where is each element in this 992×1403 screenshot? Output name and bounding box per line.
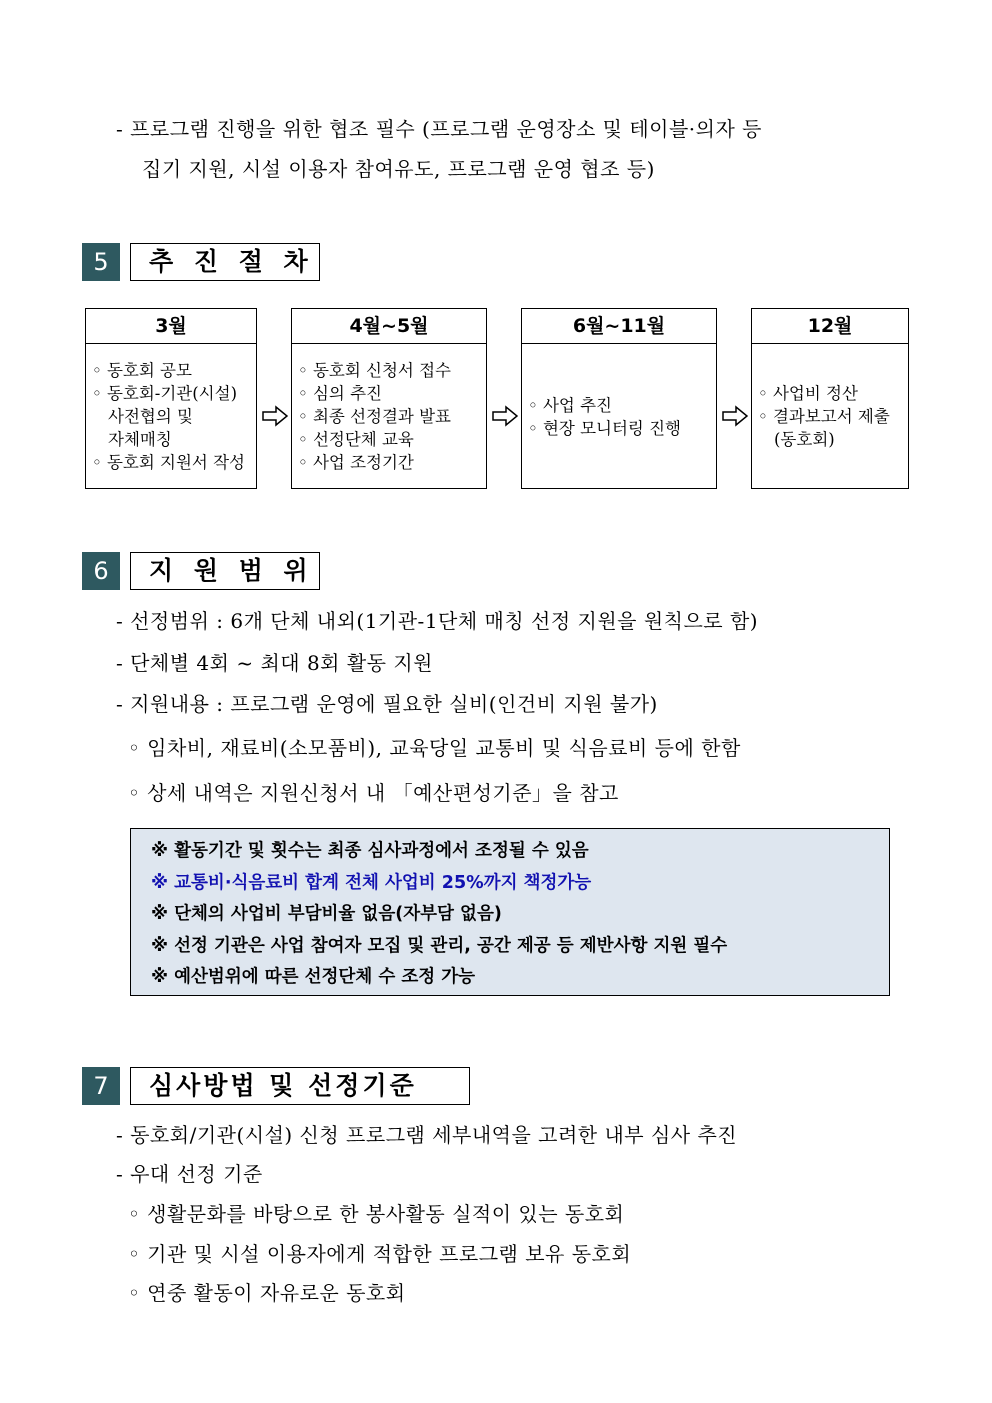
step-item: (동호회)	[774, 430, 835, 449]
step-item: ◦ 현장 모니터링 진행	[528, 418, 681, 438]
step-box-june-november	[521, 308, 717, 489]
hollow-right-arrow-icon	[492, 405, 518, 427]
review-method-line: - 동호회/기관(시설) 신청 프로그램 세부내역을 고려한 내부 심사 추진	[116, 1123, 738, 1147]
section-5-number: 5	[82, 243, 120, 281]
step-month: 12월	[752, 309, 908, 344]
step-item: ◦ 동호회 지원서 작성	[92, 453, 245, 472]
step-box-april-may	[291, 308, 487, 489]
note-line: ※ 활동기간 및 횟수는 최종 심사과정에서 조정될 수 있음	[151, 841, 589, 861]
step-items	[752, 345, 908, 488]
intro-line-1: - 프로그램 진행을 위한 협조 필수 (프로그램 운영장소 및 테이블·의자 등	[116, 117, 762, 141]
step-month: 3월	[86, 309, 256, 344]
support-detail-line-2: ◦ 상세 내역은 지원신청서 내 「예산편성기준」을 참고	[128, 781, 619, 805]
preference-item-2: ◦ 기관 및 시설 이용자에게 적합한 프로그램 보유 동호회	[128, 1242, 632, 1266]
step-items	[522, 345, 716, 488]
step-item: ◦ 심의 추진	[298, 384, 382, 403]
support-count-line: - 단체별 4회 ~ 최대 8회 활동 지원	[116, 651, 433, 675]
support-scope-line: - 선정범위 : 6개 단체 내외(1기관-1단체 매칭 선정 지원을 원칙으로 함)	[116, 609, 759, 633]
step-item: ◦ 선정단체 교육	[298, 430, 414, 449]
step-item: ◦ 동호회-기관(시설)	[92, 384, 237, 403]
step-item: ◦ 사업 조정기간	[298, 453, 414, 472]
step-month: 6월~11월	[522, 309, 716, 344]
section-5-title: 추 진 절 차	[130, 243, 320, 281]
step-item: ◦ 사업비 정산	[758, 384, 858, 403]
step-item: 자체매칭	[108, 430, 172, 449]
preference-item-3: ◦ 연중 활동이 자유로운 동호회	[128, 1281, 406, 1305]
step-item: ◦ 결과보고서 제출	[758, 407, 890, 426]
intro-line-2: 집기 지원, 시설 이용자 참여유도, 프로그램 운영 협조 등)	[142, 157, 655, 181]
preference-title-line: - 우대 선정 기준	[116, 1162, 263, 1186]
step-item: ◦ 동호회 공모	[92, 361, 192, 380]
hollow-right-arrow-icon	[262, 405, 288, 427]
note-line: ※ 예산범위에 따른 선정단체 수 조정 가능	[151, 967, 476, 987]
notes-box	[130, 828, 890, 996]
note-line: ※ 선정 기관은 사업 참여자 모집 및 관리, 공간 제공 등 제반사항 지원 필수	[151, 935, 728, 956]
step-box-march	[85, 308, 257, 489]
preference-item-1: ◦ 생활문화를 바탕으로 한 봉사활동 실적이 있는 동호회	[128, 1202, 625, 1226]
step-items	[86, 345, 256, 488]
support-detail-line-1: ◦ 임차비, 재료비(소모품비), 교육당일 교통비 및 식음료비 등에 한함	[128, 736, 741, 760]
support-content-line: - 지원내용 : 프로그램 운영에 필요한 실비(인건비 지원 불가)	[116, 692, 658, 716]
step-item: ◦ 사업 추진	[528, 395, 612, 415]
step-item: 사전협의 및	[108, 407, 193, 426]
step-item: ◦ 동호회 신청서 접수	[298, 361, 451, 380]
section-7-title: 심사방법 및 선정기준	[130, 1067, 470, 1105]
section-6-title: 지 원 범 위	[130, 552, 320, 590]
note-line: ※ 단체의 사업비 부담비율 없음(자부담 없음)	[151, 904, 502, 924]
step-month: 4월~5월	[292, 309, 486, 344]
step-items	[292, 345, 486, 488]
step-item: ◦ 최종 선정결과 발표	[298, 407, 451, 426]
step-box-december	[751, 308, 909, 489]
section-7-number: 7	[82, 1067, 120, 1105]
section-6-number: 6	[82, 552, 120, 590]
hollow-right-arrow-icon	[722, 405, 748, 427]
note-line-highlight: ※ 교통비·식음료비 합계 전체 사업비 25%까지 책정가능	[151, 872, 592, 893]
